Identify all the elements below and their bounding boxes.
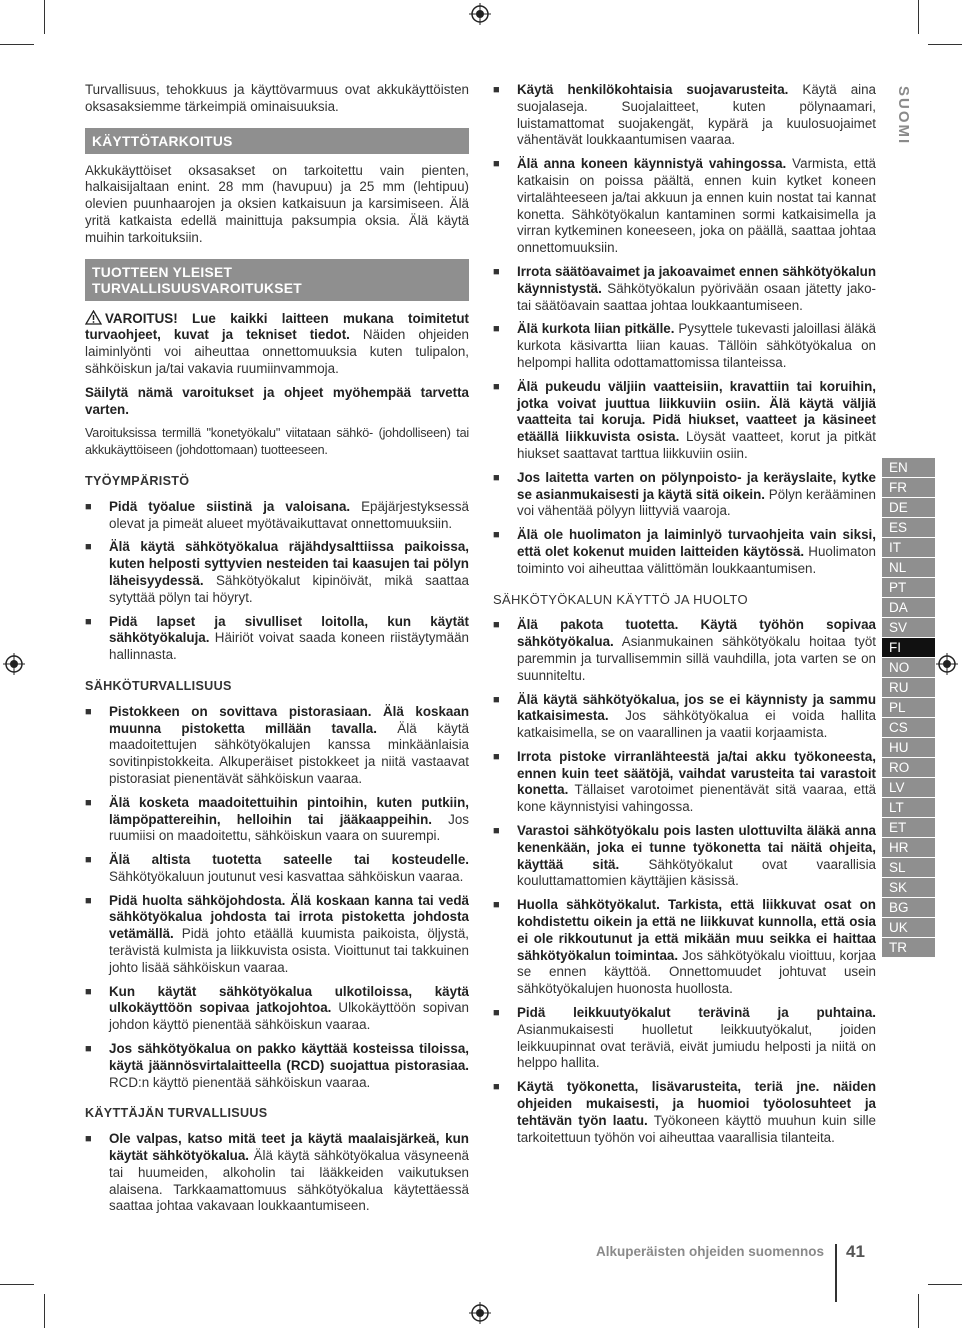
language-tab-es[interactable]: ES (882, 518, 935, 538)
list-item (493, 264, 876, 314)
list-item (493, 321, 876, 371)
language-tab-no[interactable]: NO (882, 658, 935, 678)
list-item (85, 499, 469, 533)
list-item-bold: Älä pakota tuotetta. Käytä työhön sopivaa sähkötyökalua. (517, 617, 876, 650)
registration-mark-icon (469, 1302, 491, 1324)
list-use-care (493, 617, 876, 1146)
list-item-text: Häiriöt voivat saada koneen riistäytymään hallinnasta. (109, 630, 469, 663)
heading-line: TURVALLISUUSVAROITUKSET (92, 280, 303, 296)
list-item-bold: Älä anna koneen käynnistyä vahingossa. (517, 156, 787, 172)
registration-mark-icon (3, 653, 25, 675)
crop-mark-bottom-right-h (928, 1284, 962, 1285)
list-item-text: Tällaiset varotoimet pienentävät sitä vaaraa, että kone käynnistyisi vahingossa. (517, 782, 876, 815)
list-personal-right (493, 82, 876, 578)
language-tab-lt[interactable]: LT (882, 798, 935, 818)
list-item (493, 897, 876, 998)
list-item (493, 1005, 876, 1072)
list-item (85, 795, 469, 845)
crop-mark-top-right (918, 0, 919, 34)
list-work-area (85, 499, 469, 664)
list-item (493, 82, 876, 149)
list-item (85, 614, 469, 664)
list-item-bold: Pidä huolta sähköjohdosta. Älä koskaan kanna tai vedä sähkötyökalua johdosta tai irrota pistoketta johdosta vetämällä. (109, 892, 469, 942)
heading-line: TUOTTEEN YLEISET (92, 264, 233, 280)
list-item (85, 852, 469, 886)
language-tab-cs[interactable]: CS (882, 718, 935, 738)
language-tab-pl[interactable]: PL (882, 698, 935, 718)
list-item-text: Sähkötyökalut ovat vaarallisia kouluttamattomien käyttäjien käsissä. (517, 856, 876, 889)
language-tab-ro[interactable]: RO (882, 758, 935, 778)
list-item (85, 1041, 469, 1091)
list-item-bold: Irrota säätöavaimet ja jakoavaimet ennen sähkötyökalun käynnistystä. (517, 263, 876, 296)
list-item-text: Jos ruumiisi on maadoitettu, sähköiskun vaara on suurempi. (109, 811, 469, 844)
subheading-personal: KÄYTTÄJÄN TURVALLISUUS (85, 1106, 268, 1121)
crop-mark-bottom-left-h (0, 1284, 34, 1285)
list-item-text: Käytä aina suojalaseja. Suojalaitteet, kuten pölynaamari, luistamattomat suojakengät, kypärä ja kuulosuojaimet vähentävät loukkaantumisen vaaraa. (517, 82, 877, 148)
list-item (85, 984, 469, 1034)
warning-bold: VAROITUS! Lue kaikki laitteen mukana toimitetut turvaohjeet, kuvat ja tekniset tiedot. (85, 310, 469, 343)
language-tabs (882, 458, 935, 957)
list-item-text: Älä käytä sähkötyökalua väsyneenä tai huumeiden, alkoholin tai lääkkeiden vaikutuksen alaisena. Tarkkaamattomuus sähkötyökalua käytettäessä saattaa johtaa vakavaan loukkaantumiseen. (109, 1148, 469, 1214)
subheading-electrical: SÄHKÖTURVALLISUUS (85, 678, 232, 693)
subheading-work-area: TYÖYMPÄRISTÖ (85, 473, 190, 488)
list-item (493, 379, 876, 463)
language-tab-sk[interactable]: SK (882, 878, 935, 898)
list-item-text: Sähkötyökalun pyörivään osaan jätetty jako- tai säätöavain saattaa johtaa loukkaantumiseen. (517, 280, 876, 313)
list-item-bold: Varastoi sähkötyökalu pois lasten ulottuvilta äläkä anna kenenkään, joka ei tunne työkonetta tai näitä ohjeita, käyttää sitä. (517, 823, 876, 872)
footer-divider (835, 1244, 837, 1302)
list-item-text: Asianmukainen sähkötyökalu hoitaa työt paremmin ja turvallisemmin sillä vauhdilla, jota varten se on suunniteltu. (517, 634, 876, 683)
list-item-text: Jos sähkötyökalua ei voida hallita katkaisimella, se on vaarallinen ja vaatii korjaamista. (517, 708, 876, 741)
list-item-text: Huolimaton toiminto voi aiheuttaa välittömän loukkaantumisen. (517, 543, 877, 576)
list-item-bold: Ole valpas, katso mitä teet ja käytä maalaisjärkeä, kun käytät sähkötyökalua. (109, 1131, 469, 1164)
language-tab-sl[interactable]: SL (882, 858, 935, 878)
list-item-text: Pysyttele tukevasti jaloillasi äläkä kurkota käsivartta liian kauas. Tällöin sähkötyökalua on helpompi hallita odottamattomissa tilanteissa. (517, 321, 877, 370)
list-item-bold: Pidä lapset ja sivulliset loitolla, kun käytät sähkötyökaluja. (109, 613, 469, 646)
list-item-bold: Käytä henkilökohtaisia suojavarusteita. (517, 82, 789, 97)
side-language-title: SUOMI (895, 86, 912, 146)
crop-mark-bottom-right (918, 1294, 919, 1328)
language-tab-et[interactable]: ET (882, 818, 935, 838)
language-tab-en[interactable]: EN (882, 458, 935, 478)
section-heading-intended-use: KÄYTTÖTARKOITUS (85, 128, 469, 154)
list-item-bold: Älä käytä sähkötyökalua, jos se ei käynnisty ja sammu katkaisimesta. (517, 691, 876, 724)
subheading-use-care: SÄHKÖTYÖKALUN KÄYTTÖ JA HUOLTO (493, 591, 748, 607)
language-tab-da[interactable]: DA (882, 598, 935, 618)
footer-text: Alkuperäisten ohjeiden suomennos (595, 1244, 824, 1259)
language-tab-it[interactable]: IT (882, 538, 935, 558)
list-item-text: Pölyn kerääminen voi vähentää pölyyn liittyviä vaaroja. (517, 486, 876, 519)
language-tab-uk[interactable]: UK (882, 918, 935, 938)
list-item-text: Löysät vaatteet, korut ja pitkät hiukset saattavat tarttua liikkuviin osiin. (517, 429, 876, 461)
list-item-bold: Jos laitetta varten on pölynpoisto- ja keräyslaite, kytke se asianmukaisesti ja käytä sitä oikein. (517, 469, 876, 502)
list-item-text: Älä käytä maadoitettujen sähkötyökalujen kanssa minkäänlaisia sovitinpistokkeita. Alkuperäiset pistokkeet ja niitä vastaavat pistorasiat pienentävät sähköiskun vaaraa. (109, 720, 469, 786)
intro-paragraph: Turvallisuus, tehokkuus ja käyttövarmuus ovat akkukäyttöisten oksasaksiemme tärkeimpiä ominaisuuksia. (85, 82, 469, 114)
list-item-text: Pidä johto etäällä kuumista paikoista, öljystä, terävistä kulmista ja liikkuvista osista. Vioittunut tai takkuinen johto lisää sähköiskun vaaraa. (109, 926, 469, 975)
list-item-bold: Irrota pistoke virranlähteestä ja/tai akku työkoneesta, ennen kuin teet säätöjä, vaihdat varusteita tai varastoit konetta. (517, 748, 876, 798)
language-tab-ru[interactable]: RU (882, 678, 935, 698)
language-tab-hu[interactable]: HU (882, 738, 935, 758)
list-item (85, 1131, 469, 1215)
list-item-text: Asianmukaisesti huolletut leikkuutyökalut, joiden leikkuupinnat ovat teräviä, eivät jumiudu helposti ja niitä on helppo hallita. (517, 1021, 876, 1071)
crop-mark-bottom-left (44, 1294, 45, 1328)
intended-use-paragraph: Akkukäyttöiset oksasakset on tarkoitettu vain pienten, halkaisijaltaan enint. 28 mm (havupuu) ja 25 mm (lehtipuu) olevien puunhaarojen ja oksien katkaisuun ja karsimiseen. Älä yritä katkaista edellä mainittuja paksumpia oksia. Älä käytä muihin tarkoituksiin. (85, 162, 469, 245)
list-item-text: Epäjärjestyksessä olevat ja pimeät alueet myötävaikuttavat onnettomuuksiin. (109, 498, 469, 531)
list-item-text: Varmista, että katkaisin on poissa päältä, ennen kuin kytket koneen virtalähteeseen ja/tai akkuun ja ennen kuin nostat tai kannat konetta. Sähkötyökalun kantaminen sormi katkaisimella ja virran kytkeminen koneeseen, joka on päällä, saattaa johtaa onnettomuuksiin. (517, 156, 876, 256)
language-tab-bg[interactable]: BG (882, 898, 935, 918)
warning-triangle-icon (85, 310, 102, 325)
list-item-text: RCD:n käyttö pienentää sähköiskun vaaraa. (109, 1074, 371, 1090)
list-item (493, 823, 876, 890)
list-item-text: Ulkokäyttöön sopivan johdon käyttö pienentää sähköiskun vaaraa. (109, 1000, 469, 1033)
list-item-text: Sähkötyökaluun joutunut vesi kasvattaa sähköiskun vaaraa. (109, 868, 464, 884)
language-tab-sv[interactable]: SV (882, 618, 935, 638)
language-tab-lv[interactable]: LV (882, 778, 935, 798)
definition-paragraph: Varoituksissa termillä "konetyökalu" viitataan sähkö- (johdolliseen) tai akkukäyttöiseen (johdottomaan) tuotteeseen. (85, 426, 469, 458)
right-column (493, 82, 876, 1153)
language-tab-tr[interactable]: TR (889, 940, 907, 955)
left-column (85, 82, 469, 1222)
list-item-bold: Älä kurkota liian pitkälle. (517, 321, 675, 337)
language-tab-hr[interactable]: HR (882, 838, 935, 858)
warning-paragraph (85, 310, 469, 378)
registration-mark-icon (936, 653, 958, 675)
list-item-bold: Älä altista tuotetta sateelle tai kosteudelle. (109, 852, 469, 868)
list-item-text: Jos sähkötyökalu vioittuu, korjaa se ennen käyttöä. Onnettomuudet johtuvat usein sähkötyökalujen huonosta huollosta. (517, 947, 876, 997)
language-tab-fr[interactable]: FR (882, 478, 935, 498)
keep-instructions: Säilytä nämä varoitukset ja ohjeet myöhempää tarvetta varten. (85, 384, 469, 417)
list-item (493, 156, 876, 257)
language-tab-pt[interactable]: PT (882, 578, 935, 598)
list-item-text: Sähkötyökalut kipinöivät, mikä saattaa sytyttää pölyn tai höyryt. (109, 572, 469, 605)
list-item-bold: Huolla sähkötyökalut. Tarkista, että liikkuvat osat on kohdistettu oikein ja että ne liikkuvat kunnolla, että osia ei ole rikkoutunut ja että mikään muu seikka ei haittaa sähkötyökalun toimintaa. (517, 897, 876, 963)
list-item (493, 1079, 876, 1146)
page-number: 41 (846, 1242, 865, 1261)
warning-text: Näiden ohjeiden laiminlyönti voi aiheuttaa onnettomuuksia kuten tulipalon, sähköiskun ja/tai vakavia ruumiinvammoja. (85, 327, 469, 376)
list-item-bold: Älä kosketa maadoitettuihin pintoihin, kuten putkiin, lämpöpattereihin, helloihin tai jääkaappeihin. (109, 794, 469, 827)
list-item-bold: Älä pukeudu väljiin vaatteisiin, kravattiin tai koruihin, jotka voivat juuttua liikkuviin osiin. Älä käytä väljiä vaatteita tai koruja. Pidä hiukset, vaatteet ja käsineet etäällä liikkuvista osista. (517, 378, 876, 445)
list-item-bold: Älä ole huolimaton ja laiminlyö turvaohjeita vain siksi, että olet kokenut muiden laitteiden käytössä. (517, 527, 876, 559)
language-tab-de[interactable]: DE (882, 498, 935, 518)
list-item (493, 692, 876, 742)
crop-mark-top-left (44, 0, 45, 34)
list-item-bold: Pidä työalue siistinä ja valoisana. (109, 498, 351, 514)
list-item (493, 749, 876, 816)
list-item-bold: Älä käytä sähkötyökalua räjähdysalttiissa paikoissa, kuten helposti syttyvien nesteiden tai kaasujen tai pölyn läheisyydessä. (109, 539, 469, 588)
registration-mark-icon (469, 3, 491, 25)
list-item-bold: Käytä työkonetta, lisävarusteita, teriä jne. näiden ohjeiden mukaisesti, ja huomioi työolosuhteet ja tehtävän työn laatu. (517, 1079, 876, 1128)
list-item (85, 539, 469, 606)
list-electrical (85, 704, 469, 1092)
list-item-bold: Kun käytät sähkötyökalua ulkotiloissa, käytä ulkokäyttöön sopivaa jatkojohtoa. (109, 983, 469, 1016)
list-item (85, 704, 469, 788)
list-item-bold: Jos sähkötyökalua on pakko käyttää kosteissa tiloissa, käytä jäännösvirtalaitteella (RCD) suojattua pistorasiaa. (109, 1041, 469, 1073)
list-item (493, 617, 876, 684)
section-heading-general-safety (85, 259, 469, 301)
list-item-text: Työkoneen käyttö muuhun kuin sille tarkoitettuun työhön voi aiheuttaa vaarallisia tilanteita. (517, 1112, 877, 1145)
crop-mark-top-right-h (928, 44, 962, 45)
list-item-bold: Pidä leikkuutyökalut terävinä ja puhtaina. (517, 1005, 876, 1021)
language-tab-nl[interactable]: NL (882, 558, 935, 578)
list-item (493, 527, 876, 577)
list-item (493, 470, 876, 520)
list-item-bold: Pistokkeen on sovittava pistorasiaan. Älä koskaan muunna pistoketta millään tavalla. (109, 703, 469, 736)
crop-mark-top-left-h (0, 44, 34, 45)
list-personal-left (85, 1131, 469, 1215)
list-item (85, 893, 469, 977)
language-tab-fi[interactable]: FI (882, 638, 935, 658)
